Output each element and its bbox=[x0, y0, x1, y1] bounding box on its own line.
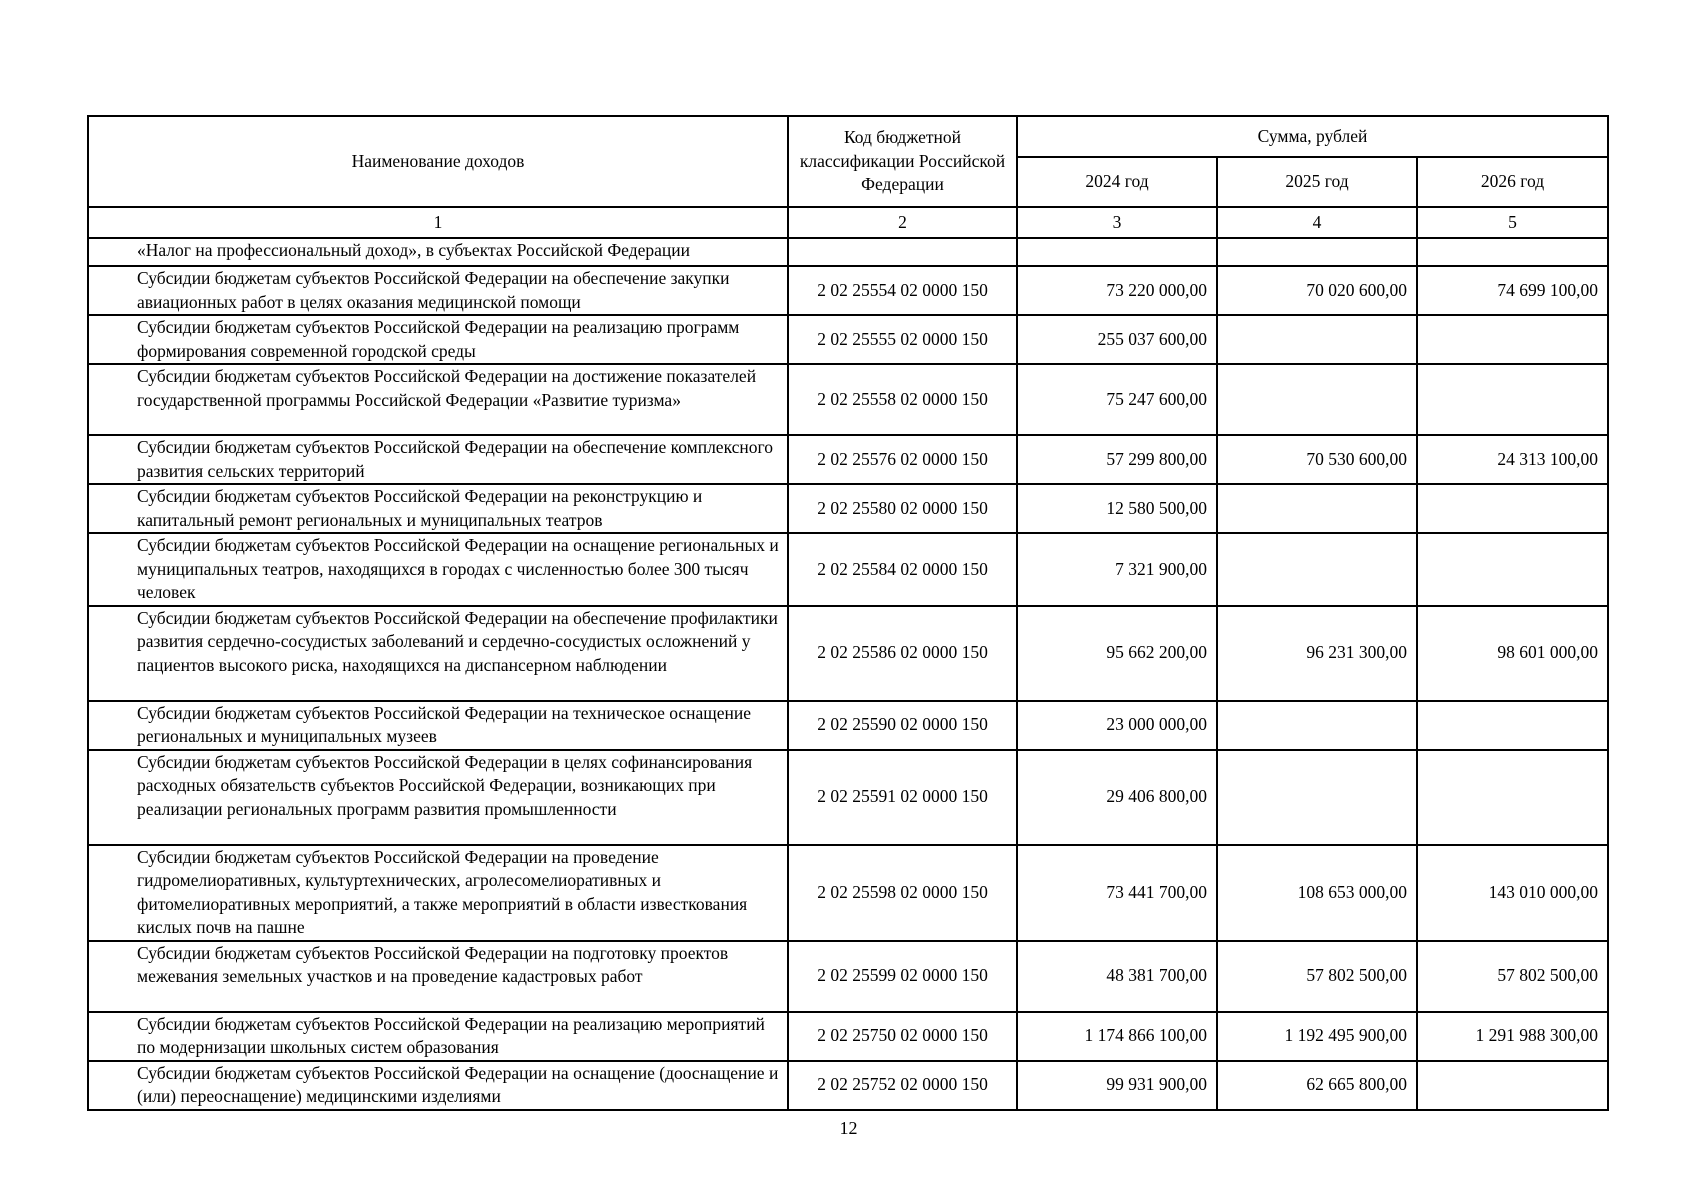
row-sum-2024: 73 220 000,00 bbox=[1017, 266, 1217, 315]
row-code: 2 02 25590 02 0000 150 bbox=[788, 701, 1017, 750]
table-row bbox=[88, 941, 1608, 1012]
page-number: 12 bbox=[839, 1118, 858, 1138]
row-code: 2 02 25586 02 0000 150 bbox=[788, 606, 1017, 701]
header-name: Наименование доходов bbox=[88, 116, 788, 207]
row-sum-2025 bbox=[1217, 238, 1417, 266]
row-sum-2025: 57 802 500,00 bbox=[1217, 941, 1417, 1012]
row-sum-2026: 98 601 000,00 bbox=[1417, 606, 1608, 701]
header-sum: Сумма, рублей bbox=[1017, 116, 1608, 157]
row-sum-2024: 48 381 700,00 bbox=[1017, 941, 1217, 1012]
row-sum-2026 bbox=[1417, 364, 1608, 435]
row-sum-2026 bbox=[1417, 238, 1608, 266]
row-sum-2026 bbox=[1417, 1061, 1608, 1110]
row-code: 2 02 25752 02 0000 150 bbox=[788, 1061, 1017, 1110]
row-name: Субсидии бюджетам субъектов Российской Федерации на реализацию мероприятий по модернизации школьных систем образования bbox=[88, 1012, 788, 1061]
row-sum-2026 bbox=[1417, 484, 1608, 533]
revenue-table bbox=[87, 115, 1609, 1111]
row-sum-2025: 108 653 000,00 bbox=[1217, 845, 1417, 941]
row-name: Субсидии бюджетам субъектов Российской Федерации на подготовку проектов межевания земельных участков и на проведение кадастровых работ bbox=[88, 941, 788, 1012]
row-sum-2025 bbox=[1217, 364, 1417, 435]
row-sum-2025 bbox=[1217, 701, 1417, 750]
table-row bbox=[88, 750, 1608, 845]
row-code: 2 02 25591 02 0000 150 bbox=[788, 750, 1017, 845]
table-row bbox=[88, 1012, 1608, 1061]
row-sum-2025: 70 020 600,00 bbox=[1217, 266, 1417, 315]
row-sum-2026 bbox=[1417, 750, 1608, 845]
row-sum-2024: 23 000 000,00 bbox=[1017, 701, 1217, 750]
table-row bbox=[88, 533, 1608, 606]
row-name: Субсидии бюджетам субъектов Российской Федерации на обеспечение комплексного развития сельских территорий bbox=[88, 435, 788, 484]
row-sum-2026: 74 699 100,00 bbox=[1417, 266, 1608, 315]
row-sum-2024: 57 299 800,00 bbox=[1017, 435, 1217, 484]
row-sum-2026: 24 313 100,00 bbox=[1417, 435, 1608, 484]
row-name: Субсидии бюджетам субъектов Российской Федерации на оснащение региональных и муниципальных театров, находящихся в городах с численностью более 300 тысяч человек bbox=[88, 533, 788, 606]
row-code: 2 02 25580 02 0000 150 bbox=[788, 484, 1017, 533]
row-sum-2025: 96 231 300,00 bbox=[1217, 606, 1417, 701]
table-row bbox=[88, 484, 1608, 533]
col-number: 1 bbox=[88, 207, 788, 238]
table-row bbox=[88, 701, 1608, 750]
row-sum-2025 bbox=[1217, 484, 1417, 533]
header-code: Код бюджетной классификации Российской Федерации bbox=[788, 116, 1017, 207]
row-name: Субсидии бюджетам субъектов Российской Федерации на техническое оснащение региональных и муниципальных музеев bbox=[88, 701, 788, 750]
row-sum-2024: 1 174 866 100,00 bbox=[1017, 1012, 1217, 1061]
row-sum-2025: 1 192 495 900,00 bbox=[1217, 1012, 1417, 1061]
table-body bbox=[88, 238, 1608, 1110]
row-sum-2025 bbox=[1217, 315, 1417, 364]
row-sum-2026: 57 802 500,00 bbox=[1417, 941, 1608, 1012]
row-name: Субсидии бюджетам субъектов Российской Федерации на оснащение (дооснащение и (или) переоснащение) медицинскими изделиями bbox=[88, 1061, 788, 1110]
row-code: 2 02 25750 02 0000 150 bbox=[788, 1012, 1017, 1061]
row-name: Субсидии бюджетам субъектов Российской Федерации на достижение показателей государственной программы Российской Федерации «Развитие туризма» bbox=[88, 364, 788, 435]
row-code: 2 02 25598 02 0000 150 bbox=[788, 845, 1017, 941]
row-sum-2026 bbox=[1417, 701, 1608, 750]
row-name: «Налог на профессиональный доход», в субъектах Российской Федерации bbox=[88, 238, 788, 266]
row-code: 2 02 25584 02 0000 150 bbox=[788, 533, 1017, 606]
table-row bbox=[88, 364, 1608, 435]
row-sum-2024: 99 931 900,00 bbox=[1017, 1061, 1217, 1110]
row-sum-2025 bbox=[1217, 750, 1417, 845]
row-code: 2 02 25555 02 0000 150 bbox=[788, 315, 1017, 364]
header-year-2024: 2024 год bbox=[1017, 157, 1217, 207]
table-row bbox=[88, 845, 1608, 941]
table-row bbox=[88, 435, 1608, 484]
row-code: 2 02 25599 02 0000 150 bbox=[788, 941, 1017, 1012]
table-row bbox=[88, 238, 1608, 266]
row-name: Субсидии бюджетам субъектов Российской Федерации на обеспечение профилактики развития сердечно-сосудистых заболеваний и сердечно-сосудистых осложнений у пациентов высокого риска, находящихся на диспансерном наблюдении bbox=[88, 606, 788, 701]
table-row bbox=[88, 315, 1608, 364]
row-name: Субсидии бюджетам субъектов Российской Федерации в целях софинансирования расходных обязательств субъектов Российской Федерации, возникающих при реализации региональных программ развития промышленности bbox=[88, 750, 788, 845]
row-sum-2026 bbox=[1417, 533, 1608, 606]
row-sum-2024: 7 321 900,00 bbox=[1017, 533, 1217, 606]
row-sum-2025: 62 665 800,00 bbox=[1217, 1061, 1417, 1110]
row-sum-2026 bbox=[1417, 315, 1608, 364]
header-year-2025: 2025 год bbox=[1217, 157, 1417, 207]
row-sum-2024: 12 580 500,00 bbox=[1017, 484, 1217, 533]
row-sum-2024 bbox=[1017, 238, 1217, 266]
header-year-2026: 2026 год bbox=[1417, 157, 1608, 207]
table-row bbox=[88, 606, 1608, 701]
row-code: 2 02 25576 02 0000 150 bbox=[788, 435, 1017, 484]
col-number: 4 bbox=[1217, 207, 1417, 238]
table-row bbox=[88, 266, 1608, 315]
row-sum-2024: 255 037 600,00 bbox=[1017, 315, 1217, 364]
row-sum-2024: 95 662 200,00 bbox=[1017, 606, 1217, 701]
col-number: 3 bbox=[1017, 207, 1217, 238]
col-number: 5 bbox=[1417, 207, 1608, 238]
row-sum-2025 bbox=[1217, 533, 1417, 606]
row-sum-2024: 73 441 700,00 bbox=[1017, 845, 1217, 941]
row-name: Субсидии бюджетам субъектов Российской Федерации на обеспечение закупки авиационных работ в целях оказания медицинской помощи bbox=[88, 266, 788, 315]
row-name: Субсидии бюджетам субъектов Российской Федерации на проведение гидромелиоративных, культуртехнических, агролесомелиоративных и фитомелиоративных мероприятий, а также мероприятий в области известкования кислых почв на пашне bbox=[88, 845, 788, 941]
row-code: 2 02 25554 02 0000 150 bbox=[788, 266, 1017, 315]
table-row bbox=[88, 1061, 1608, 1110]
row-code: 2 02 25558 02 0000 150 bbox=[788, 364, 1017, 435]
row-sum-2026: 1 291 988 300,00 bbox=[1417, 1012, 1608, 1061]
row-sum-2024: 75 247 600,00 bbox=[1017, 364, 1217, 435]
col-number: 2 bbox=[788, 207, 1017, 238]
row-sum-2024: 29 406 800,00 bbox=[1017, 750, 1217, 845]
row-code bbox=[788, 238, 1017, 266]
row-name: Субсидии бюджетам субъектов Российской Федерации на реализацию программ формирования современной городской среды bbox=[88, 315, 788, 364]
row-sum-2026: 143 010 000,00 bbox=[1417, 845, 1608, 941]
row-sum-2025: 70 530 600,00 bbox=[1217, 435, 1417, 484]
row-name: Субсидии бюджетам субъектов Российской Федерации на реконструкцию и капитальный ремонт региональных и муниципальных театров bbox=[88, 484, 788, 533]
revenue-table-container bbox=[87, 115, 1609, 1111]
